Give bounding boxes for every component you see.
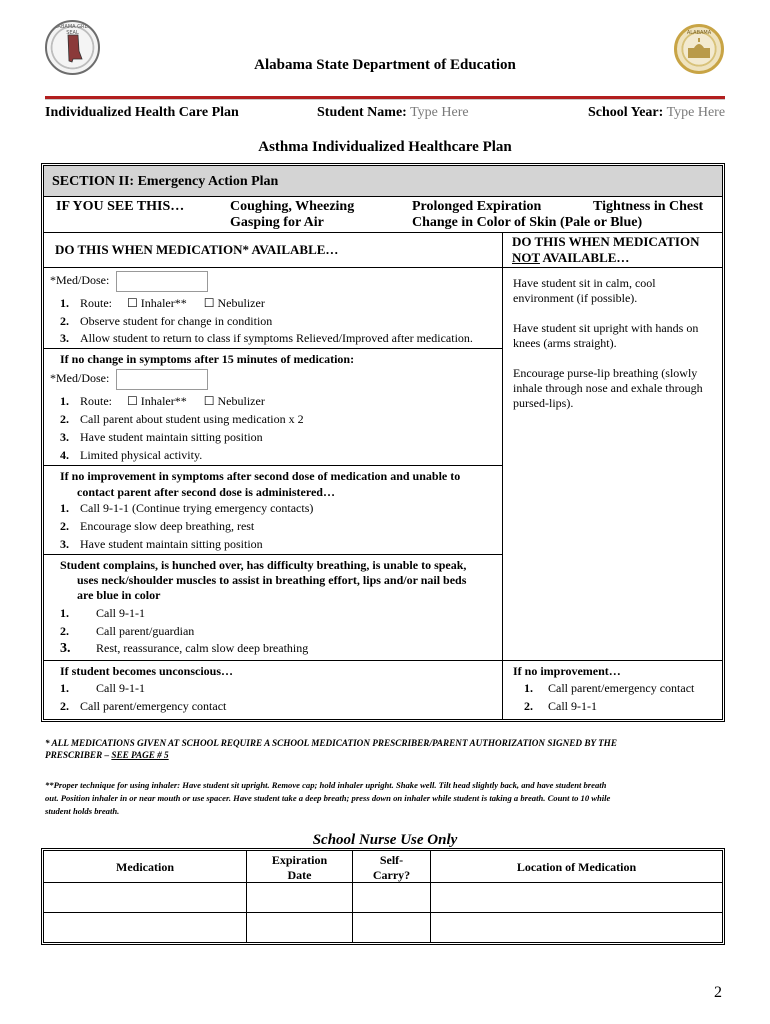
list-number: 2. — [60, 412, 69, 426]
list-item-text: Call parent/guardian — [96, 624, 195, 638]
list-item — [60, 537, 263, 552]
student-name-label: Student Name: — [317, 105, 407, 120]
table-cell-input[interactable] — [248, 884, 351, 911]
list-number: 2. — [524, 699, 533, 713]
route-line-2 — [60, 394, 265, 409]
med-dose-input-2[interactable] — [116, 369, 208, 390]
list-number: 2. — [60, 699, 69, 713]
symptom-gasping: Gasping for Air — [230, 215, 324, 230]
route-label: Route: — [80, 394, 112, 408]
inhaler-checkbox[interactable]: ☐ Inhaler** — [127, 296, 187, 310]
table-cell-input[interactable] — [248, 914, 351, 941]
student-name-input[interactable]: Type Here — [410, 105, 469, 120]
block-divider — [44, 465, 502, 466]
list-item — [60, 331, 473, 346]
block4-heading-line3: are blue in color — [77, 588, 161, 602]
header-line: Expiration — [271, 853, 328, 867]
list-item — [60, 606, 145, 621]
footnote-inhaler-technique — [45, 779, 610, 818]
not-available-line1: DO THIS WHEN MEDICATION — [512, 234, 700, 249]
list-number: 1. — [60, 606, 69, 620]
list-item — [60, 314, 272, 329]
block3-heading-line1: If no improvement in symptoms after second dose of medication and unable to — [60, 469, 461, 483]
footnote-line: student holds breath. — [45, 806, 120, 816]
table-cell-input[interactable] — [45, 884, 245, 911]
med-dose-label: *Med/Dose: — [50, 371, 110, 385]
block4-heading-line2: uses neck/shoulder muscles to assist in breathing effort, lips and/or nail beds — [77, 573, 467, 587]
no-improvement-heading: If no improvement… — [513, 664, 621, 678]
see-page-link: SEE PAGE # 5 — [111, 750, 169, 760]
column-divider — [502, 232, 503, 720]
student-name-field[interactable] — [317, 105, 469, 121]
section-title: SECTION II: Emergency Action Plan — [52, 174, 279, 189]
list-item-text: Encourage slow deep breathing, rest — [80, 519, 255, 533]
not-available-rest: AVAILABLE… — [539, 250, 630, 265]
table-cell-input[interactable] — [45, 914, 245, 941]
list-item — [524, 681, 694, 696]
footnote-line — [45, 749, 617, 761]
list-item-text: Observe student for change in condition — [80, 314, 273, 328]
list-number: 1. — [60, 681, 69, 695]
list-item-text: Call 9-1-1 — [548, 699, 597, 713]
list-item — [60, 448, 202, 463]
list-item-text: Rest, reassurance, calm slow deep breathing — [96, 641, 309, 655]
list-number: 2. — [60, 519, 69, 533]
list-number: 1. — [60, 296, 69, 310]
nurse-section-title: School Nurse Use Only — [312, 832, 458, 848]
footnote-line: **Proper technique for using inhaler: Have student sit upright. Remove cap; hold inhaler upright. Shake well. Tilt head slightly back, and have student breath — [45, 780, 607, 790]
list-item — [60, 624, 194, 639]
text-line: Encourage purse-lip breathing (slowly — [513, 366, 698, 380]
list-item-text: Call 9-1-1 — [96, 606, 145, 620]
symptom-tightness: Tightness in Chest — [593, 199, 704, 214]
nebulizer-checkbox[interactable]: ☐ Nebulizer — [203, 394, 265, 408]
plan-title: Asthma Individualized Healthcare Plan — [258, 139, 512, 155]
unconscious-heading: If student becomes unconscious… — [60, 664, 234, 678]
not-word: NOT — [512, 250, 540, 265]
header-line: Carry? — [372, 868, 411, 882]
list-number: 1. — [60, 501, 69, 515]
block-divider — [44, 554, 502, 555]
list-item-text: Have student maintain sitting position — [80, 537, 263, 551]
table-cell-input[interactable] — [432, 914, 721, 941]
col-header-self-carry — [353, 853, 430, 883]
symptom-coughing: Coughing, Wheezing — [230, 199, 355, 214]
list-item-text: Call parent about student using medication x 2 — [80, 412, 304, 426]
right-paragraph-2 — [513, 321, 698, 351]
list-number: 2. — [60, 314, 69, 328]
text-line: Have student sit in calm, cool — [513, 276, 656, 290]
list-item-text: Limited physical activity. — [80, 448, 203, 462]
route-label: Route: — [80, 296, 112, 310]
list-item-text: Have student maintain sitting position — [80, 430, 263, 444]
list-number: 4. — [60, 448, 69, 462]
page-number: 2 — [714, 984, 722, 1001]
text-line: knees (arms straight). — [513, 336, 617, 350]
col-header-location: Location of Medication — [516, 860, 637, 874]
list-number: 1. — [524, 681, 533, 695]
block4-heading-line1: Student complains, is hunched over, has difficulty breathing, is unable to speak, — [60, 558, 467, 572]
row-divider — [44, 660, 722, 661]
col-header-medication: Medication — [116, 860, 174, 874]
if-you-see-label: IF YOU SEE THIS… — [56, 199, 185, 214]
symptom-prolonged: Prolonged Expiration — [412, 199, 542, 214]
school-year-label: School Year: — [588, 105, 664, 120]
text-line: pursed-lips). — [513, 396, 574, 410]
right-paragraph-1 — [513, 276, 656, 306]
right-paragraph-3 — [513, 366, 703, 411]
list-item — [60, 681, 145, 696]
footnote-line: out. Position inhaler in or near mouth or use spacer. Have student take a deep breath; press down on inhaler while student is taking a breath. Count to 10 while — [45, 793, 611, 803]
table-cell-input[interactable] — [354, 884, 429, 911]
left-seal-text: ALABAMA GREAT SEAL — [51, 24, 94, 36]
footnote-authorization — [45, 737, 617, 761]
footnote-text: PRESCRIBER – — [45, 750, 112, 760]
med-dose-input-1[interactable] — [116, 271, 208, 292]
block-divider — [44, 348, 502, 349]
department-title: Alabama State Department of Education — [254, 57, 516, 73]
list-item — [60, 412, 304, 427]
list-item — [60, 519, 254, 534]
do-this-not-available-heading — [512, 234, 699, 266]
row-divider — [44, 267, 722, 268]
header-line: Date — [287, 868, 312, 882]
symptom-skin-color: Change in Color of Skin (Pale or Blue) — [412, 215, 643, 230]
list-number: 3. — [60, 331, 69, 345]
med-dose-label: *Med/Dose: — [50, 273, 110, 287]
list-item — [60, 430, 263, 445]
header-line: Self- — [379, 853, 404, 867]
block2-heading: If no change in symptoms after 15 minutes of medication: — [60, 352, 355, 366]
table-cell-input[interactable] — [432, 884, 721, 911]
list-item-text: Call parent/emergency contact — [80, 699, 227, 713]
list-item — [60, 641, 308, 657]
list-number: 3. — [60, 430, 69, 444]
text-line: Have student sit upright with hands on — [513, 321, 699, 335]
list-item-text: Call 9-1-1 — [96, 681, 145, 695]
footnote-line: * ALL MEDICATIONS GIVEN AT SCHOOL REQUIRE A SCHOOL MEDICATION PRESCRIBER/PARENT AUTHORIZATION SIGNED BY THE — [45, 738, 617, 748]
plan-label: Individualized Health Care Plan — [45, 105, 239, 120]
row-divider — [44, 912, 722, 913]
text-line: inhale through nose and exhale through — [513, 381, 703, 395]
row-divider — [44, 232, 722, 233]
school-year-field[interactable] — [588, 105, 725, 121]
route-line-1 — [60, 296, 265, 311]
right-seal-text: ALABAMA — [686, 30, 712, 36]
list-item — [60, 699, 226, 714]
school-year-input[interactable]: Type Here — [666, 105, 726, 120]
list-number: 1. — [60, 394, 69, 408]
do-this-available-heading: DO THIS WHEN MEDICATION* AVAILABLE… — [55, 242, 339, 257]
nebulizer-checkbox[interactable]: ☐ Nebulizer — [203, 296, 265, 310]
list-number: 2. — [60, 624, 69, 638]
list-item-text: Call parent/emergency contact — [548, 681, 695, 695]
list-item — [60, 501, 313, 516]
header-divider-shadow — [45, 99, 725, 100]
block3-heading-line2: contact parent after second dose is administered… — [77, 485, 335, 499]
table-cell-input[interactable] — [354, 914, 429, 941]
inhaler-checkbox[interactable]: ☐ Inhaler** — [127, 394, 187, 408]
list-number: 3. — [60, 537, 69, 551]
not-available-line2 — [512, 250, 699, 266]
list-number: 3. — [60, 641, 71, 656]
list-item — [524, 699, 597, 714]
col-header-expiration — [247, 853, 352, 883]
list-item-text: Allow student to return to class if symptoms Relieved/Improved after medication. — [80, 331, 473, 345]
text-line: environment (if possible). — [513, 291, 638, 305]
list-item-text: Call 9-1-1 (Continue trying emergency contacts) — [80, 501, 314, 515]
